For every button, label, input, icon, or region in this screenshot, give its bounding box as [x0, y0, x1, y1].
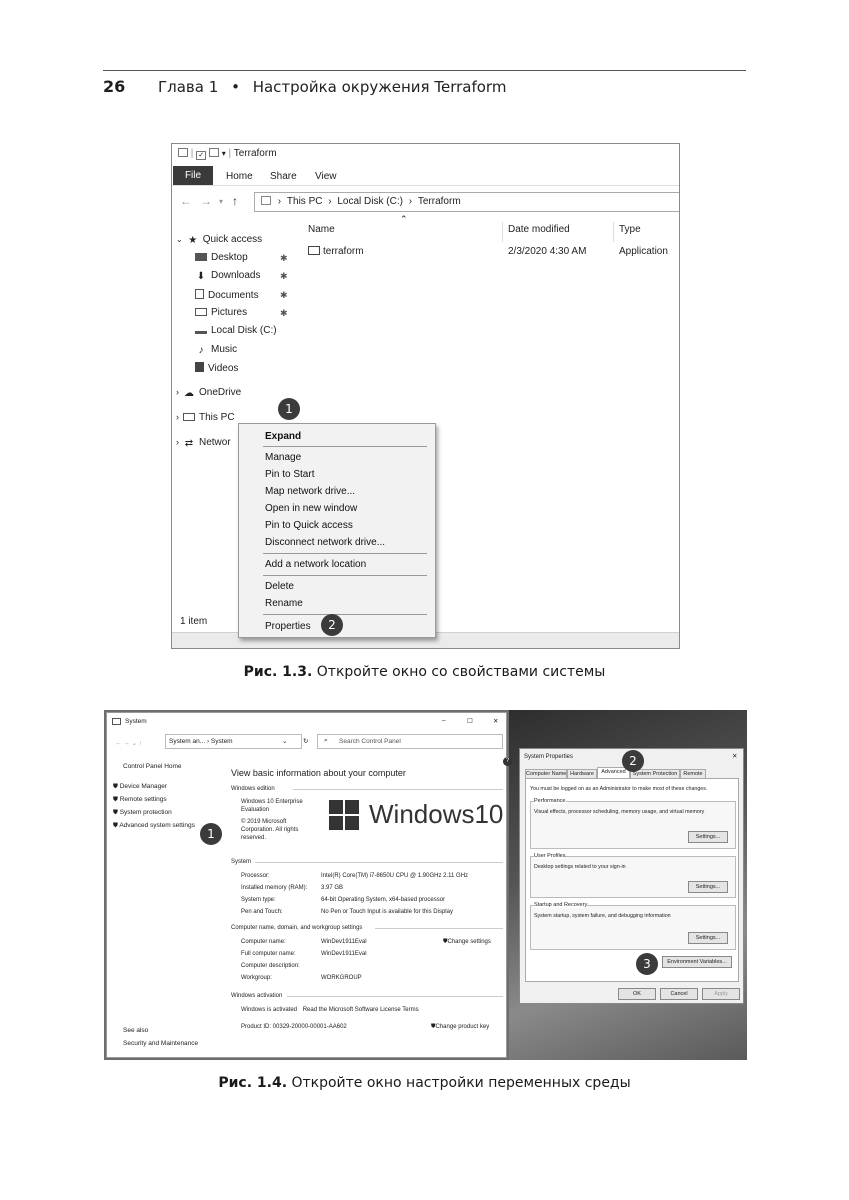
forward-arrow-icon[interactable]: →	[200, 194, 212, 208]
crumb-this-pc[interactable]: This PC	[286, 196, 323, 207]
address-folder-icon	[261, 196, 271, 205]
memory-value: 3.97 GB	[321, 885, 344, 891]
pin-icon[interactable]: ✱	[280, 290, 288, 300]
system-window-title: System	[125, 718, 147, 725]
apply-button[interactable]: Apply	[702, 988, 740, 1000]
menu-item-map-network-drive[interactable]: Map network drive...	[265, 486, 356, 497]
pin-icon[interactable]: ✱	[280, 253, 288, 263]
desktop-icon	[195, 253, 207, 261]
up-arrow-icon[interactable]: ↑	[232, 194, 238, 208]
memory-label: Installed memory (RAM):	[241, 885, 308, 891]
see-also: See also	[123, 1027, 149, 1034]
system-properties-dialog	[519, 748, 744, 1004]
pin-icon[interactable]: ✱	[280, 308, 288, 318]
drive-icon	[195, 327, 207, 334]
refresh-icon[interactable]: ↻	[303, 738, 309, 745]
crumb-terraform[interactable]: Terraform	[417, 196, 461, 207]
crumb-sep: ›	[408, 196, 413, 207]
nav-item-videos[interactable]	[195, 362, 238, 374]
application-icon	[308, 246, 320, 255]
environment-variables-button[interactable]: Environment Variables...	[662, 956, 732, 968]
section-activation: Windows activation	[231, 993, 283, 999]
link-device-manager[interactable]	[113, 783, 167, 791]
shield-icon: ⛊	[443, 939, 448, 945]
menu-separator	[263, 614, 427, 615]
section-rule	[255, 862, 503, 863]
column-divider[interactable]	[613, 222, 614, 242]
link-label: Device Manager	[119, 783, 168, 790]
cancel-button[interactable]: Cancel	[660, 988, 698, 1000]
workgroup-label: Workgroup:	[241, 975, 272, 981]
address-path	[169, 738, 233, 745]
column-header-name[interactable]: Name	[308, 224, 335, 235]
startup-title: Startup and Recovery	[534, 902, 588, 908]
tab-system-protection[interactable]: System Protection	[630, 769, 680, 779]
crumb-sep: ›	[206, 738, 210, 745]
figure-caption-1-3	[0, 664, 849, 680]
ribbon-tab-view[interactable]: View	[315, 171, 337, 182]
nav-label: Videos	[208, 363, 239, 374]
computer-name-value: WinDev1911Eval	[321, 939, 367, 945]
license-link[interactable]: Read the Microsoft Software License Terms	[302, 1007, 419, 1013]
nav-label: Pictures	[211, 307, 248, 318]
system-app-icon	[112, 718, 121, 725]
logo-pane	[345, 816, 359, 830]
ribbon-tab-home[interactable]: Home	[226, 171, 253, 182]
tab-hardware[interactable]: Hardware	[567, 769, 597, 779]
maximize-button[interactable]: ☐	[467, 718, 473, 725]
menu-item-delete[interactable]: Delete	[265, 581, 294, 592]
change-product-key-link[interactable]	[431, 1024, 489, 1031]
running-header	[158, 78, 506, 96]
properties-check-icon[interactable]: ✓	[196, 151, 206, 160]
link-remote-settings[interactable]	[113, 796, 167, 804]
callout-badge-3: 3	[636, 953, 658, 975]
callout-badge-2: 2	[622, 750, 644, 772]
copyright-3: reserved.	[241, 835, 267, 841]
windows10-wordmark: Windows10	[369, 799, 504, 829]
collapse-chevron-icon[interactable]: ›	[176, 387, 179, 397]
performance-settings-button[interactable]: Settings...	[688, 831, 728, 843]
description-label: Computer description:	[241, 963, 300, 969]
tab-remote[interactable]: Remote	[680, 769, 706, 779]
full-name-value: WinDev1911Eval	[321, 951, 367, 957]
collapse-chevron-icon[interactable]: ›	[176, 412, 179, 422]
section-rule	[293, 789, 503, 790]
nav-item-desktop[interactable]	[195, 252, 248, 263]
help-icon[interactable]: ?	[503, 757, 512, 766]
nav-label: Music	[211, 344, 238, 355]
folder-icon	[178, 148, 188, 157]
section-computer-name: Computer name, domain, and workgroup settings	[231, 925, 363, 931]
link-security-maintenance[interactable]: Security and Maintenance	[123, 1040, 199, 1047]
crumb-system-an[interactable]: System an...	[169, 738, 206, 745]
menu-item-pin-quick-access[interactable]: Pin to Quick access	[265, 520, 353, 531]
system-window	[106, 712, 510, 1058]
menu-item-expand[interactable]: Expand	[265, 431, 302, 442]
dialog-title: System Properties	[524, 754, 574, 760]
search-placeholder: Search Control Panel	[339, 738, 401, 745]
logo-pane	[329, 816, 343, 830]
logo-pane	[345, 800, 359, 814]
search-icon: ⌕	[324, 737, 328, 744]
column-header-type[interactable]: Type	[619, 224, 641, 235]
caption-text: Откройте окно со свойствами системы	[316, 664, 606, 680]
context-menu	[238, 423, 436, 638]
minimize-button[interactable]: –	[442, 717, 446, 724]
startup-settings-button[interactable]: Settings...	[688, 932, 728, 944]
callout-badge-1: 1	[200, 823, 222, 845]
address-dropdown-icon[interactable]: ⌄	[282, 738, 288, 745]
link-label: Advanced system settings	[119, 822, 195, 829]
status-item-count: 1 item	[180, 616, 208, 627]
qat-dropdown-icon[interactable]: ▾	[221, 149, 226, 158]
quick-separator: |	[190, 148, 194, 159]
chapter-label: Глава 1	[158, 78, 219, 96]
user-profiles-title: User Profiles	[534, 853, 566, 859]
caption-text: Откройте окно настройки переменных среды	[291, 1075, 631, 1091]
edition-name-2: Evaluation	[241, 807, 270, 813]
nav-item-documents[interactable]	[195, 289, 259, 301]
document-icon	[195, 289, 204, 299]
download-icon: ⬇	[196, 271, 206, 282]
computer-name-label: Computer name:	[241, 939, 286, 945]
nav-label: Downloads	[211, 270, 261, 281]
history-dropdown-icon[interactable]: ▾	[219, 197, 224, 206]
nav-label: Quick access	[202, 234, 263, 245]
expand-chevron-icon[interactable]: ⌄	[176, 235, 183, 244]
nav-onedrive[interactable]	[176, 387, 241, 399]
new-folder-icon[interactable]	[209, 148, 219, 157]
column-divider[interactable]	[502, 222, 503, 242]
file-name[interactable]	[308, 246, 364, 257]
link-label: Remote settings	[119, 796, 167, 803]
header-rule	[103, 70, 746, 71]
activation-text: Windows is activated	[241, 1007, 298, 1013]
dialog-close-button[interactable]: ✕	[732, 753, 738, 760]
nav-arrows[interactable]: ← → ⌄ ↑	[115, 740, 143, 747]
window-title: Terraform	[233, 148, 277, 159]
computer-icon	[183, 413, 195, 421]
startup-desc: System startup, system failure, and debugging information	[534, 913, 671, 919]
tab-computer-name[interactable]: Computer Name	[526, 771, 567, 777]
user-profiles-desc: Desktop settings related to your sign-in	[534, 864, 626, 870]
crumb-local-disk[interactable]: Local Disk (C:)	[337, 196, 403, 207]
logo-pane	[329, 800, 343, 814]
section-rule	[375, 928, 503, 929]
title-bar	[178, 148, 478, 164]
callout-badge-1: 1	[278, 398, 300, 420]
section-system: System	[231, 859, 252, 865]
control-panel-home[interactable]: Control Panel Home	[123, 763, 182, 770]
video-icon	[195, 362, 204, 372]
processor-label: Processor:	[241, 873, 270, 879]
menu-separator	[263, 575, 427, 576]
nav-network[interactable]	[176, 437, 231, 449]
link-advanced-system-settings[interactable]	[113, 822, 195, 830]
full-name-label: Full computer name:	[241, 951, 296, 957]
section-rule	[287, 996, 503, 997]
menu-item-pin-to-start[interactable]: Pin to Start	[265, 469, 315, 480]
copyright-2: Corporation. All rights	[241, 827, 299, 833]
nav-label: OneDrive	[199, 387, 242, 398]
caption-label: Рис. 1.4.	[218, 1075, 288, 1091]
nav-item-music[interactable]	[195, 344, 237, 356]
menu-item-properties[interactable]: Properties	[265, 621, 311, 632]
figure-caption-1-4	[0, 1075, 849, 1091]
shield-icon: ⛊	[113, 809, 118, 816]
menu-item-disconnect-drive[interactable]: Disconnect network drive...	[265, 537, 386, 548]
cloud-icon: ☁	[184, 388, 194, 399]
star-icon: ★	[188, 235, 198, 246]
title-separator: |	[228, 148, 232, 159]
system-type-value: 64-bit Operating System, x64-based processor	[321, 897, 446, 903]
change-settings-link[interactable]	[443, 939, 491, 946]
copyright-1: © 2019 Microsoft	[241, 819, 287, 825]
file-date: 2/3/2020 4:30 AM	[508, 246, 587, 257]
nav-label: Networ	[199, 437, 231, 448]
section-windows-edition: Windows edition	[231, 786, 275, 792]
nav-label: Documents	[208, 290, 259, 301]
ribbon	[172, 166, 679, 186]
file-name-text: terraform	[323, 246, 364, 257]
performance-desc: Visual effects, processor scheduling, memory usage, and virtual memory	[534, 809, 705, 815]
menu-item-add-network-location[interactable]: Add a network location	[265, 559, 367, 570]
nav-item-downloads[interactable]	[195, 270, 260, 282]
column-header-date[interactable]: Date modified	[508, 224, 570, 235]
chapter-title: Настройка окружения Terraform	[252, 78, 507, 96]
menu-separator	[263, 553, 427, 554]
ribbon-tab-share[interactable]: Share	[270, 171, 297, 182]
link-system-protection[interactable]	[113, 809, 172, 817]
page-heading: View basic information about your computer	[231, 768, 406, 778]
header-bullet: •	[231, 78, 240, 96]
caption-label: Рис. 1.3.	[243, 664, 313, 680]
menu-item-open-new-window[interactable]: Open in new window	[265, 503, 358, 514]
menu-item-rename[interactable]: Rename	[265, 598, 303, 609]
windows-logo-icon	[329, 800, 359, 830]
music-icon: ♪	[198, 345, 204, 356]
callout-badge-2: 2	[321, 614, 343, 636]
link-label: System protection	[119, 809, 172, 816]
ok-button[interactable]: OK	[618, 988, 656, 1000]
shield-icon: ⛊	[113, 783, 118, 790]
nav-label: Desktop	[211, 252, 248, 263]
nav-quick-access[interactable]	[176, 234, 262, 246]
nav-item-local-disk[interactable]	[195, 325, 277, 336]
pen-touch-label: Pen and Touch:	[241, 909, 283, 915]
close-button[interactable]: ✕	[493, 718, 499, 725]
file-type: Application	[619, 246, 668, 257]
shield-icon: ⛊	[113, 796, 118, 803]
figure-1-4	[104, 710, 747, 1060]
link-label: Change product key	[435, 1024, 490, 1030]
crumb-system[interactable]: System	[210, 738, 233, 745]
page-number: 26	[103, 77, 126, 96]
workgroup-value: WORKGROUP	[321, 975, 362, 981]
product-id: Product ID: 00329-20000-00001-AA602	[241, 1024, 347, 1030]
pictures-icon	[195, 308, 207, 316]
link-label: Change settings	[447, 939, 491, 945]
nav-label: Local Disk (C:)	[211, 325, 277, 336]
activation-status	[241, 1007, 419, 1013]
menu-item-manage[interactable]: Manage	[265, 452, 302, 463]
nav-label: This PC	[199, 412, 235, 423]
tab-advanced[interactable]: Advanced	[597, 767, 630, 779]
edition-name-1: Windows 10 Enterprise	[241, 799, 303, 805]
crumb-sep: ›	[277, 196, 282, 207]
pin-icon[interactable]: ✱	[280, 271, 288, 281]
system-type-label: System type:	[241, 897, 276, 903]
shield-icon: ⛊	[113, 822, 118, 829]
back-arrow-icon[interactable]: ←	[180, 194, 192, 208]
nav-item-pictures[interactable]	[195, 307, 247, 318]
ribbon-tab-file[interactable]: File	[173, 166, 213, 186]
shield-icon: ⛊	[431, 1024, 436, 1030]
menu-separator	[263, 446, 427, 447]
processor-value: Intel(R) Core(TM) i7-8650U CPU @ 1.90GHz 2.11 GHz	[321, 873, 469, 879]
crumb-sep: ›	[328, 196, 332, 207]
collapse-chevron-icon[interactable]: ›	[176, 437, 179, 447]
user-profiles-settings-button[interactable]: Settings...	[688, 881, 728, 893]
nav-this-pc[interactable]	[176, 412, 235, 423]
network-icon: ⇄	[184, 438, 194, 449]
address-bar[interactable]	[254, 192, 680, 212]
sort-arrow-icon: ⌃	[400, 214, 408, 224]
admin-note: You must be logged on as an Administrator to make most of these changes.	[530, 786, 708, 792]
pen-touch-value: No Pen or Touch Input is available for this Display	[321, 909, 453, 915]
performance-title: Performance	[534, 798, 566, 804]
